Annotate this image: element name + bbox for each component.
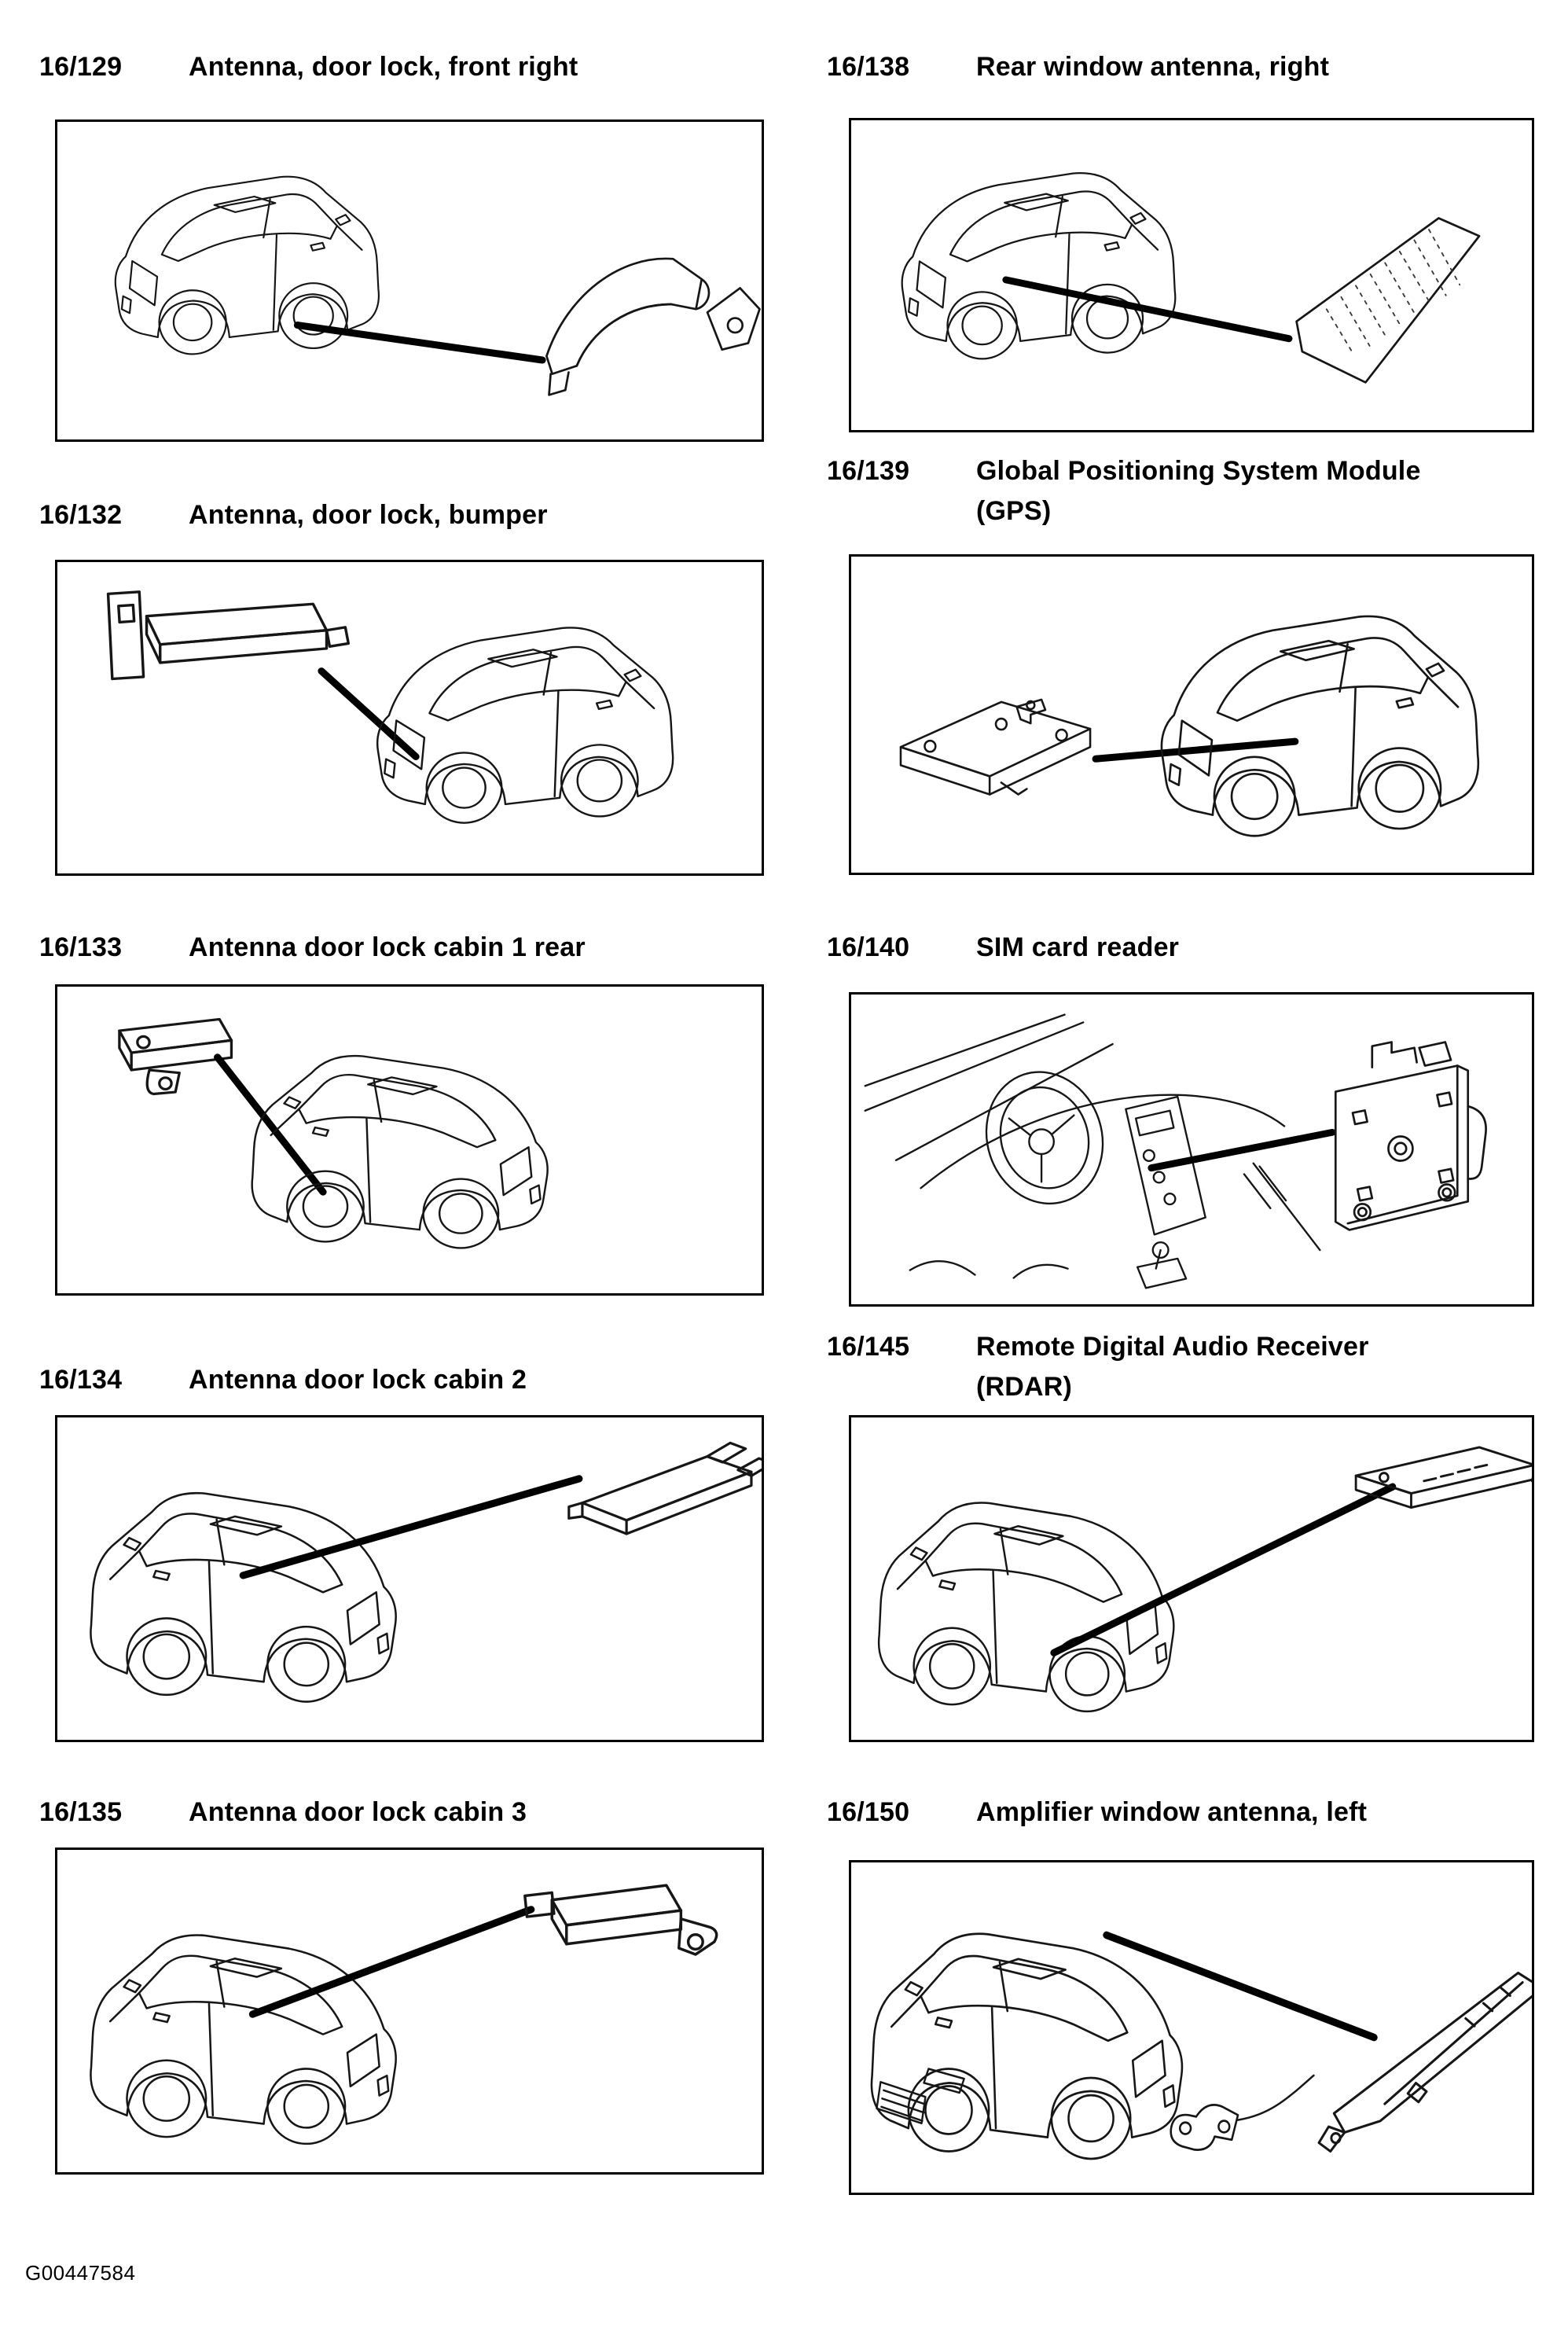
figure-illustration xyxy=(57,562,762,873)
figure-box-antenna-door-lock-front-right xyxy=(55,119,764,442)
sim-reader-illustration xyxy=(1335,1042,1485,1230)
rdar-illustration xyxy=(1356,1447,1532,1508)
figure-caption xyxy=(39,1792,527,1833)
leader-line xyxy=(1054,1487,1393,1653)
car-illustration xyxy=(90,1935,395,2143)
figure-box-antenna-door-lock-cabin-1-rear xyxy=(55,984,764,1296)
figure-box-rdar xyxy=(849,1415,1534,1742)
car-illustration xyxy=(1162,616,1478,836)
figure-ref: 16/135 xyxy=(39,1797,123,1827)
figure-caption xyxy=(827,451,1448,531)
figure-illustration xyxy=(851,995,1532,1304)
antenna-module-illustration xyxy=(525,1885,717,1954)
figure-box-amplifier-window-antenna-left xyxy=(849,1860,1534,2195)
cable-illustration xyxy=(1238,2075,1313,2120)
figure-illustration xyxy=(57,987,762,1293)
figure-ref: 16/133 xyxy=(39,932,123,962)
leader-line xyxy=(1096,741,1295,759)
figure-ref: 16/145 xyxy=(827,1332,910,1362)
antenna-module-illustration xyxy=(569,1443,762,1534)
figure-ref: 16/140 xyxy=(827,932,910,962)
figure-caption xyxy=(39,495,548,535)
leader-line xyxy=(252,1910,531,2014)
car-illustration xyxy=(90,1493,395,1701)
figure-title: Amplifier window antenna, left xyxy=(976,1797,1368,1827)
leader-line xyxy=(1107,1935,1374,2037)
figure-illustration xyxy=(57,122,762,439)
door-handle-illustration xyxy=(546,259,759,395)
figure-title: Antenna door lock cabin 2 xyxy=(189,1365,527,1395)
figure-illustration xyxy=(851,1862,1532,2193)
figure-box-rear-window-antenna-right xyxy=(849,118,1534,432)
figure-caption xyxy=(827,928,1179,968)
figure-box-gps-module xyxy=(849,554,1534,875)
figure-illustration xyxy=(57,1417,762,1740)
figure-ref: 16/150 xyxy=(827,1797,910,1827)
front-grille-illustration xyxy=(876,2069,964,2123)
figure-title: SIM card reader xyxy=(976,932,1180,962)
figure-title: Remote Digital Audio Receiver (RDAR) xyxy=(976,1332,1369,1402)
figure-ref: 16/139 xyxy=(827,456,910,486)
figure-caption xyxy=(39,47,578,87)
figure-illustration xyxy=(851,557,1532,873)
figure-ref: 16/134 xyxy=(39,1365,123,1395)
leader-line xyxy=(321,671,416,757)
figure-ref: 16/129 xyxy=(39,52,123,82)
amplifier-illustration xyxy=(1319,1973,1532,2151)
figure-illustration xyxy=(851,120,1532,430)
figure-box-antenna-door-lock-bumper xyxy=(55,560,764,876)
figure-title: Rear window antenna, right xyxy=(976,52,1330,82)
figure-title: Global Positioning System Module (GPS) xyxy=(976,456,1421,526)
car-illustration xyxy=(872,1934,1182,2159)
figure-box-antenna-door-lock-cabin-3 xyxy=(55,1848,764,2175)
leader-line xyxy=(243,1479,579,1575)
figure-caption xyxy=(39,928,586,968)
car-illustration xyxy=(252,1056,548,1248)
figure-caption xyxy=(39,1360,527,1400)
antenna-module-illustration xyxy=(108,592,349,679)
figure-box-sim-card-reader xyxy=(849,992,1534,1307)
figure-illustration xyxy=(851,1417,1532,1740)
leader-line xyxy=(1151,1132,1332,1167)
leader-line xyxy=(1006,280,1289,339)
figure-title: Antenna, door lock, front right xyxy=(189,52,578,82)
figure-caption xyxy=(827,1327,1448,1407)
car-illustration xyxy=(902,173,1176,358)
figure-id-code: G00447584 xyxy=(25,2261,136,2285)
car-illustration xyxy=(377,627,673,822)
figure-illustration xyxy=(57,1850,762,2172)
figure-ref: 16/132 xyxy=(39,500,123,530)
figure-title: Antenna door lock cabin 1 rear xyxy=(189,932,586,962)
figure-title: Antenna door lock cabin 3 xyxy=(189,1797,527,1827)
figure-ref: 16/138 xyxy=(827,52,910,82)
figure-caption xyxy=(827,1792,1367,1833)
car-illustration xyxy=(879,1502,1173,1711)
figure-title: Antenna, door lock, bumper xyxy=(189,500,548,530)
bracket-illustration xyxy=(1171,2105,1238,2149)
figure-box-antenna-door-lock-cabin-2 xyxy=(55,1415,764,1742)
window-glass-illustration xyxy=(1297,219,1479,383)
gps-module-illustration xyxy=(901,700,1090,795)
figure-caption xyxy=(827,47,1329,87)
